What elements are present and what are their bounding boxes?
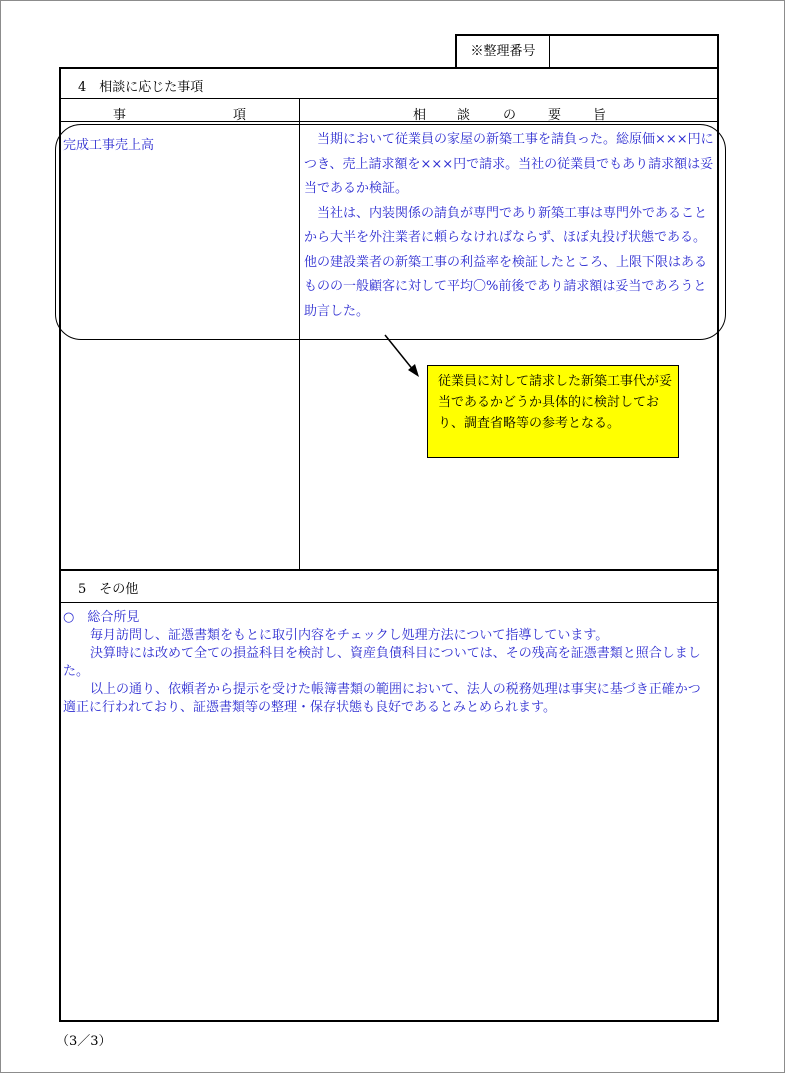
callout-arrow bbox=[375, 333, 425, 383]
column-header-summary-5: 旨 bbox=[593, 108, 607, 123]
column-header-summary-1: 相 bbox=[413, 108, 427, 123]
rule-under-section5-title bbox=[60, 602, 719, 603]
annotation-callout: 従業員に対して請求した新築工事代が妥当であるかどうか具体的に検討しており、調査省略等の参考となる。 bbox=[427, 365, 679, 458]
column-header-item-1: 事 bbox=[113, 108, 127, 123]
general-findings-paragraph: 決算時には改めて全ての損益科目を検討し、資産負債科目については、その残高を証憑書類と照合しました。 bbox=[63, 646, 701, 679]
page-number: （3／3） bbox=[56, 1034, 112, 1049]
rule-under-section4-title bbox=[60, 98, 719, 99]
reference-number-label: ※整理番号 bbox=[457, 36, 550, 67]
item-label: 完成工事売上高 bbox=[63, 138, 155, 153]
column-header-summary-3: の bbox=[503, 108, 517, 123]
general-findings-paragraph: 以上の通り、依頼者から提示を受けた帳簿書類の範囲において、法人の税務処理は事実に基づき正確かつ適正に行われており、証憑書類等の整理・保存状態も良好であるとみとめられます。 bbox=[63, 682, 701, 715]
summary-paragraph: 当期において従業員の家屋の新築工事を請負った。総原価×××円につき、売上請求額を×××円で請求。当社の従業員でもあり請求額は妥当であるか検証。 bbox=[304, 132, 714, 196]
section4-title: 4 相談に応じた事項 bbox=[78, 80, 204, 95]
rule-under-column-headers bbox=[60, 121, 719, 122]
general-findings-paragraph: 毎月訪問し、証憑書類をもとに取引内容をチェックし処理方法について指導しています。 bbox=[90, 628, 609, 643]
reference-number-box bbox=[455, 34, 719, 69]
highlight-oval bbox=[55, 124, 726, 340]
rule-section5-top bbox=[60, 569, 719, 571]
section5-title: 5 その他 bbox=[78, 582, 139, 597]
general-findings-heading: ○ 総合所見 bbox=[63, 610, 140, 625]
column-header-summary-2: 談 bbox=[457, 108, 471, 123]
summary-paragraph: 当社は、内装関係の請負が専門であり新築工事は専門外であることから大半を外注業者に頼らなければならず、ほぼ丸投げ状態である。他の建設業者の新築工事の利益率を検証したところ、上限下限はあるものの一般顧客に対して平均〇%前後であり請求額は妥当であろうと助言した。 bbox=[304, 205, 708, 319]
general-findings bbox=[63, 609, 713, 717]
reference-number-value[interactable] bbox=[550, 36, 715, 67]
column-header-summary-4: 要 bbox=[548, 108, 562, 123]
column-header-item-2: 項 bbox=[233, 108, 247, 123]
